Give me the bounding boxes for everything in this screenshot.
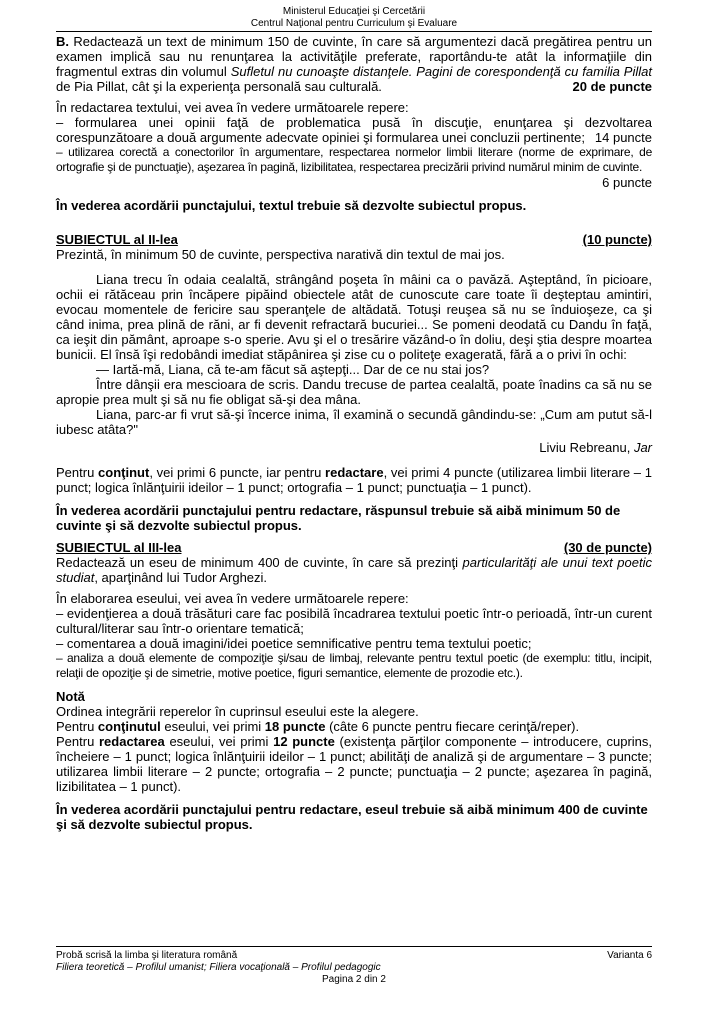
partB-criterion-1: – formularea unei opinii faţă de problematica pusă în discuţie, enunţarea şi dezvoltarea corespunzătoare a două argumente adecvate opiniei şi formularea unei concluzii pertinente; bbox=[56, 115, 652, 145]
note-line-3: Pentru redactarea eseului, vei primi 12 puncte (existenţa părţilor componente – introducere, cuprins, încheiere – 1 punct; logica înlănţuirii ideilor – 1 punct; abilităţi de analiză şi de argumentare – 3 puncte; utilizarea limbii literare – 2 puncte; ortografia – 2 puncte; punctuaţia – 2 puncte; aşezarea în pagină, lizibilitatea – 1 punct). bbox=[56, 734, 652, 794]
exam-page bbox=[56, 0, 652, 1009]
page-number: Pagina 2 din 2 bbox=[322, 974, 386, 985]
partB-points: 20 de puncte bbox=[572, 79, 652, 94]
partB-note: În vederea acordării punctajului, textul trebuie să dezvolte subiectul propus. bbox=[56, 198, 527, 213]
subject2-task: Prezintă, în minimum 50 de cuvinte, perspectiva narativă din textul de mai jos. bbox=[56, 247, 505, 262]
subject3-criterion-2: – comentarea a două imagini/idei poetice semnificative pentru tema textului poetic; bbox=[56, 636, 532, 651]
partB-criterion-2: – utilizarea corectă a conectorilor în argumentare, respectarea normelor limbii literare (norme de exprimare, de ortografie şi de punctuaţie), aşezarea în pagină, lizibilitatea, respectarea precizării privind numărul minim de cuvinte. bbox=[56, 145, 652, 174]
subject2-heading bbox=[56, 232, 652, 247]
exam-name: Probă scrisă la limba şi literatura română bbox=[56, 950, 238, 961]
note-title: Notă bbox=[56, 689, 85, 704]
book-title: Sufletul nu cunoaşte distanţele. Pagini de corespondenţă cu familia Pillat bbox=[230, 64, 652, 79]
excerpt-paragraph-1: Liana trecu în odaia cealaltă, strângând poşeta în mâini ca o pavăză. Aşteptând, în picioare, ochii ei rătăceau prin încăpere pipăind obiectele atât de cunoscute care toate îi deşteptau amintiri, evocau momentele de fericire sau speranţele de altădată. Totuşi reuşea să nu se înduioşeze, ca şi când inima, prea plină de răni, ar fi devenit refractară bucuriei... Se pomeni deodată cu Dandu în faţă, ca ieşit din pământ, aproape s-o sperie. Avu şi el o tresărire văzând-o în doliu, deşi ştia despre moartea bunicii. El însă îşi redobândi imediat stăpânirea şi zise cu o politeţe exagerată, fără a o privi în ochi: bbox=[56, 272, 652, 362]
subject3-criterion-3: – analiza a două elemente de compoziţie şi/sau de limbaj, relevante pentru textul poetic (de exemplu: titlu, incipit, relaţii de opoziţie şi de simetrie, motive poetice, figuri semantice, elemente de prozodie etc.). bbox=[56, 651, 652, 680]
variant-label: Varianta 6 bbox=[607, 950, 652, 961]
subject2-points: (10 puncte) bbox=[582, 232, 652, 247]
partB-criterion-1-points: 14 puncte bbox=[594, 130, 652, 145]
partB-task: B. Redactează un text de minimum 150 de cuvinte, în care să argumentezi dacă pregătirea pentru un examen implică sau nu renunţarea la activităţile preferate, raportându-te atât la informaţiile din fragmentul extras din volumul Sufletul nu cunoaşte distanţele. Pagini de corespondenţă cu familia Pillat de Pia Pillat, cât şi la experienţa personală sau culturală. bbox=[56, 34, 652, 94]
subject3-title: SUBIECTUL al III-lea bbox=[56, 540, 182, 555]
subject3-final-note: În vederea acordării punctajului pentru redactare, eseul trebuie să aibă minimum 400 de cuvinte şi să dezvolte subiectul propus. bbox=[56, 802, 648, 832]
page-header bbox=[56, 0, 652, 30]
subject2-scoring: Pentru conţinut, vei primi 6 puncte, iar pentru redactare, vei primi 4 puncte (utilizarea limbii literare – 1 punct; logica înlănţuirii ideilor – 1 punct; ortografia – 1 punct; punctuaţia – 1 punct). bbox=[56, 465, 653, 495]
partB-intro: În redactarea textului, vei avea în vedere următoarele repere: bbox=[56, 100, 409, 115]
note-line-2: Pentru conţinutul eseului, vei primi 18 puncte (câte 6 puncte pentru fiecare cerinţă/reper). bbox=[56, 719, 580, 734]
literary-excerpt bbox=[56, 272, 652, 455]
header-divider bbox=[56, 31, 652, 32]
subject3-points: (30 de puncte) bbox=[563, 540, 652, 555]
excerpt-paragraph-2: — Iartă-mă, Liana, că te-am făcut să aştepţi... Dar de ce nu stai jos? bbox=[96, 362, 490, 377]
excerpt-paragraph-3: Între dânşii era mescioara de scris. Dandu trecuse de partea cealaltă, poate înadins ca să nu se apropie prea mult şi să nu fie obligat să-şi dea mâna. bbox=[56, 377, 652, 407]
center-name: Centrul Naţional pentru Curriculum şi Evaluare bbox=[250, 18, 458, 29]
excerpt-paragraph-4: Liana, parc-ar fi vrut să-şi încerce inima, îl examină o secundă gândindu-se: „Cum am putut să-l iubesc atâta?" bbox=[56, 407, 652, 437]
track-profile: Filiera teoretică – Profilul umanist; Filiera vocaţională – Profilul pedagogic bbox=[56, 962, 381, 973]
subject3-heading bbox=[56, 540, 652, 555]
note-line-1: Ordinea integrării reperelor în cuprinsul eseului este la alegere. bbox=[56, 704, 419, 719]
subject3-intro: În elaborarea eseului, vei avea în vedere următoarele repere: bbox=[56, 591, 409, 606]
excerpt-source: Liviu Rebreanu, Jar bbox=[539, 440, 652, 455]
page-footer bbox=[56, 946, 652, 986]
subject2-note: În vederea acordării punctajului pentru redactare, răspunsul trebuie să aibă minimum 50 de cuvinte şi să dezvolte subiectul propus. bbox=[56, 503, 621, 533]
ministry-name: Ministerul Educaţiei şi Cercetării bbox=[282, 6, 426, 17]
subject3-criterion-1: – evidenţierea a două trăsături care fac posibilă încadrarea textului poetic într-o perioadă, într-un curent cultural/literar sau într-o orientare tematică; bbox=[56, 606, 652, 636]
partB-label: B. bbox=[56, 34, 69, 49]
subject2-title: SUBIECTUL al II-lea bbox=[56, 232, 178, 247]
partB-criterion-2-points: 6 puncte bbox=[602, 175, 652, 190]
subject3-task: Redactează un eseu de minimum 400 de cuvinte, în care să prezinţi particularităţi ale unui text poetic studiat, aparţinând lui Tudor Arghezi. bbox=[56, 555, 652, 585]
